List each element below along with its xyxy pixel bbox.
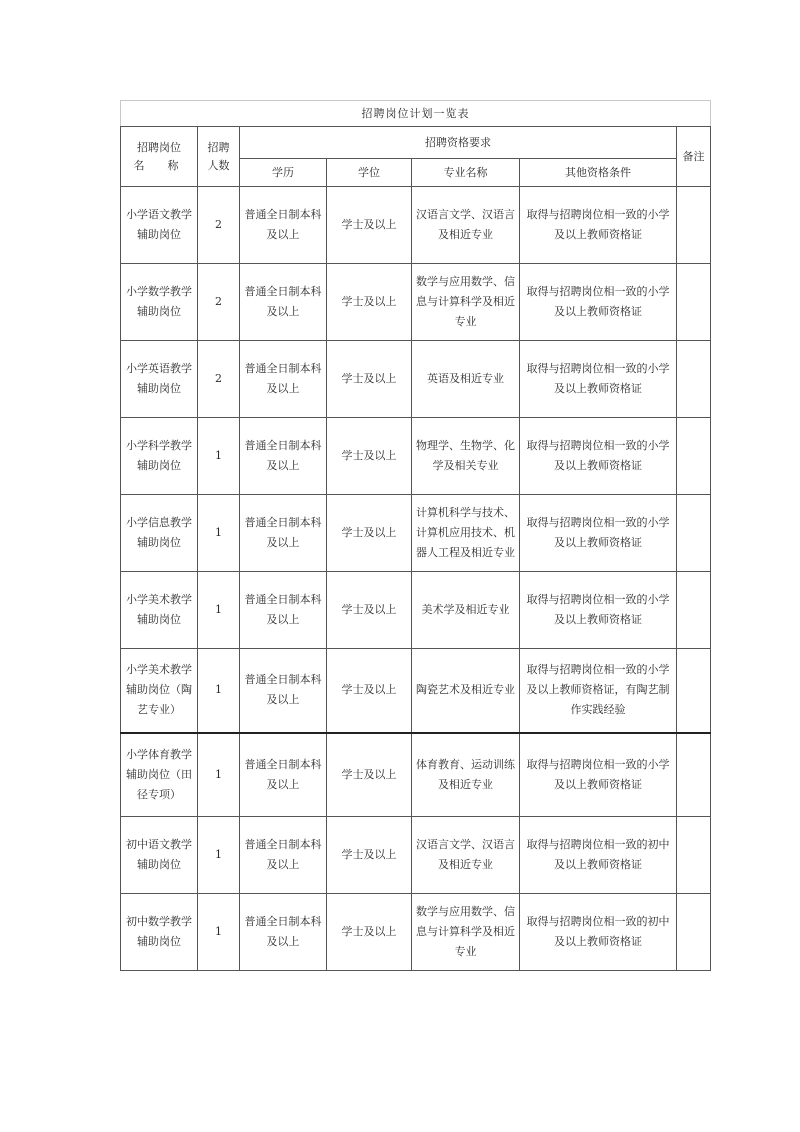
cell-education: 普通全日制本科及以上: [240, 817, 327, 894]
cell-degree: 学士及以上: [327, 341, 412, 418]
table-row: [121, 187, 711, 264]
table-row: [121, 649, 711, 733]
table-title: 招聘岗位计划一览表: [121, 101, 711, 127]
cell-education: 普通全日制本科及以上: [240, 894, 327, 971]
cell-other: 取得与招聘岗位相一致的初中及以上教师资格证: [520, 894, 677, 971]
header-position-label: 招聘岗位: [137, 140, 181, 154]
table-row: [121, 341, 711, 418]
cell-major: 汉语言文学、汉语言及相近专业: [412, 817, 520, 894]
cell-degree: 学士及以上: [327, 733, 412, 817]
cell-note: [677, 572, 711, 649]
cell-position: 小学科学教学辅助岗位: [121, 418, 198, 495]
header-education: 学历: [240, 159, 327, 187]
cell-major: 数学与应用数学、信息与计算科学及相近专业: [412, 264, 520, 341]
cell-degree: 学士及以上: [327, 649, 412, 733]
cell-major: 美术学及相近专业: [412, 572, 520, 649]
cell-education: 普通全日制本科及以上: [240, 649, 327, 733]
cell-education: 普通全日制本科及以上: [240, 187, 327, 264]
cell-other: 取得与招聘岗位相一致的小学及以上教师资格证: [520, 341, 677, 418]
cell-other: 取得与招聘岗位相一致的小学及以上教师资格证: [520, 187, 677, 264]
cell-other: 取得与招聘岗位相一致的初中及以上教师资格证: [520, 817, 677, 894]
cell-position: 小学美术教学辅助岗位: [121, 572, 198, 649]
cell-note: [677, 733, 711, 817]
cell-count: 2: [198, 187, 240, 264]
header-degree: 学位: [327, 159, 412, 187]
cell-degree: 学士及以上: [327, 264, 412, 341]
cell-count: 1: [198, 418, 240, 495]
cell-other: 取得与招聘岗位相一致的小学及以上教师资格证，有陶艺制作实践经验: [520, 649, 677, 733]
cell-position: 初中数学教学辅助岗位: [121, 894, 198, 971]
cell-other: 取得与招聘岗位相一致的小学及以上教师资格证: [520, 264, 677, 341]
cell-education: 普通全日制本科及以上: [240, 495, 327, 572]
cell-major: 陶瓷艺术及相近专业: [412, 649, 520, 733]
table-row: [121, 817, 711, 894]
header-other: 其他资格条件: [520, 159, 677, 187]
cell-degree: 学士及以上: [327, 894, 412, 971]
header-major: 专业名称: [412, 159, 520, 187]
header-position: [121, 127, 198, 187]
cell-major: 物理学、生物学、化学及相关专业: [412, 418, 520, 495]
cell-count: 1: [198, 649, 240, 733]
cell-count: 2: [198, 264, 240, 341]
header-count-label: 招聘: [207, 140, 230, 154]
header-position-sub: 名 称: [133, 158, 185, 172]
cell-major: 体育教育、运动训练及相近专业: [412, 733, 520, 817]
cell-position: 小学英语教学辅助岗位: [121, 341, 198, 418]
cell-major: 数学与应用数学、信息与计算科学及相近专业: [412, 894, 520, 971]
cell-position: 小学数学教学辅助岗位: [121, 264, 198, 341]
cell-degree: 学士及以上: [327, 418, 412, 495]
cell-note: [677, 418, 711, 495]
cell-degree: 学士及以上: [327, 495, 412, 572]
plan-table: [120, 100, 711, 971]
cell-education: 普通全日制本科及以上: [240, 572, 327, 649]
cell-education: 普通全日制本科及以上: [240, 418, 327, 495]
cell-major: 汉语言文学、汉语言及相近专业: [412, 187, 520, 264]
cell-note: [677, 341, 711, 418]
cell-other: 取得与招聘岗位相一致的小学及以上教师资格证: [520, 495, 677, 572]
cell-other: 取得与招聘岗位相一致的小学及以上教师资格证: [520, 572, 677, 649]
cell-count: 2: [198, 341, 240, 418]
cell-position: 小学美术教学辅助岗位（陶艺专业）: [121, 649, 198, 733]
recruitment-plan-table: [120, 100, 710, 971]
table-body: [121, 187, 711, 971]
cell-major: 英语及相近专业: [412, 341, 520, 418]
cell-education: 普通全日制本科及以上: [240, 733, 327, 817]
cell-other: 取得与招聘岗位相一致的小学及以上教师资格证: [520, 418, 677, 495]
header-count: [198, 127, 240, 187]
header-requirements: 招聘资格要求: [240, 127, 677, 159]
cell-position: 小学信息教学辅助岗位: [121, 495, 198, 572]
cell-count: 1: [198, 572, 240, 649]
cell-position: 小学语文教学辅助岗位: [121, 187, 198, 264]
cell-other: 取得与招聘岗位相一致的小学及以上教师资格证: [520, 733, 677, 817]
table-row: [121, 572, 711, 649]
cell-note: [677, 817, 711, 894]
cell-note: [677, 495, 711, 572]
cell-degree: 学士及以上: [327, 572, 412, 649]
cell-count: 1: [198, 817, 240, 894]
cell-education: 普通全日制本科及以上: [240, 264, 327, 341]
cell-note: [677, 187, 711, 264]
table-row: [121, 733, 711, 817]
header-note: 备注: [677, 127, 711, 187]
table-row: [121, 264, 711, 341]
cell-degree: 学士及以上: [327, 187, 412, 264]
table-row: [121, 418, 711, 495]
cell-position: 初中语文教学辅助岗位: [121, 817, 198, 894]
cell-major: 计算机科学与技术、计算机应用技术、机器人工程及相近专业: [412, 495, 520, 572]
cell-note: [677, 649, 711, 733]
table-row: [121, 894, 711, 971]
cell-count: 1: [198, 733, 240, 817]
header-count-sub: 人数: [207, 158, 230, 172]
cell-count: 1: [198, 894, 240, 971]
table-row: [121, 495, 711, 572]
cell-note: [677, 264, 711, 341]
cell-note: [677, 894, 711, 971]
cell-count: 1: [198, 495, 240, 572]
cell-position: 小学体育教学辅助岗位（田径专项）: [121, 733, 198, 817]
cell-degree: 学士及以上: [327, 817, 412, 894]
cell-education: 普通全日制本科及以上: [240, 341, 327, 418]
